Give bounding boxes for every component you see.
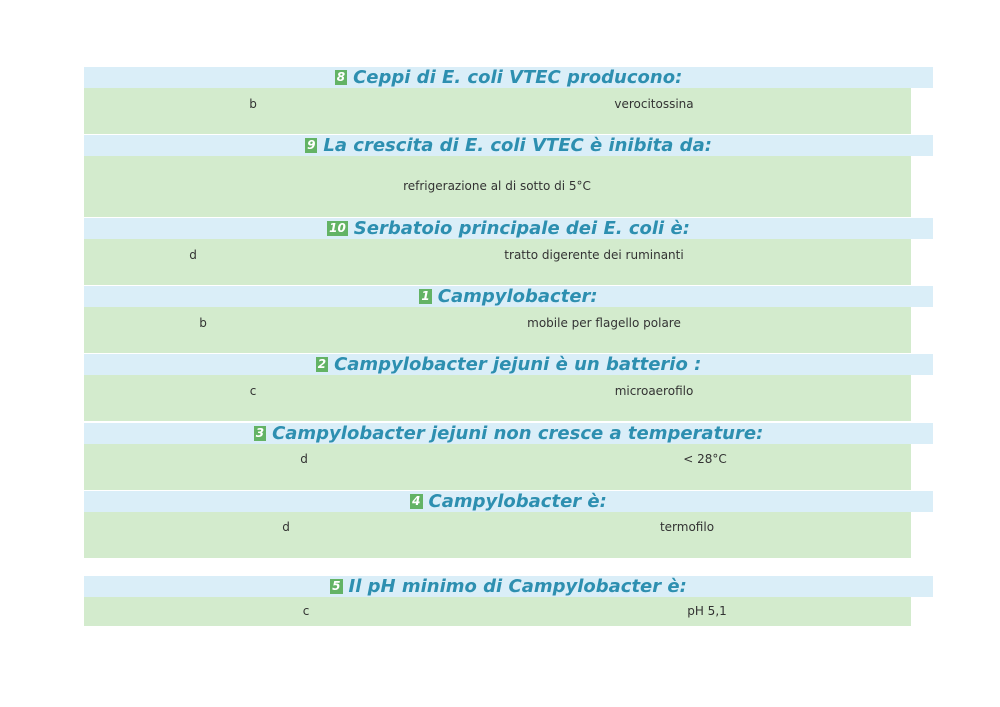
question-text: Campylobacter jejuni non cresce a temperature: <box>272 423 764 444</box>
answer-row-4 <box>84 512 911 558</box>
question-header-4 <box>84 491 933 512</box>
question-text: Il pH minimo di Campylobacter è: <box>348 576 687 597</box>
question-number-badge: 8 <box>336 70 346 84</box>
choice-letter: c <box>302 604 310 618</box>
choice-letter: b <box>199 316 207 330</box>
answer-row-3 <box>84 444 911 490</box>
question-header-10 <box>84 218 933 239</box>
question-number-badge: 2 <box>317 357 327 371</box>
answer-row-9 <box>84 156 911 217</box>
question-header-8 <box>84 67 933 88</box>
answer-text: refrigerazione al di sotto di 5°C <box>403 179 591 193</box>
answer-row-8 <box>84 88 911 134</box>
answer-text: microaerofilo <box>614 384 694 398</box>
question-header-3 <box>84 423 933 444</box>
question-header-1 <box>84 286 933 307</box>
choice-letter: b <box>249 97 257 111</box>
answer-text: < 28°C <box>683 452 727 466</box>
question-text: Serbatoio principale dei E. coli è: <box>353 218 690 239</box>
question-number-badge: 1 <box>421 289 430 303</box>
question-text: La crescita di E. coli VTEC è inibita da: <box>323 135 712 156</box>
question-text: Campylobacter è: <box>428 491 607 512</box>
answer-row-10 <box>84 239 911 285</box>
choice-letter: d <box>300 452 308 466</box>
answer-text: verocitossina <box>614 97 694 111</box>
question-text: Campylobacter: <box>437 286 598 307</box>
answer-text: pH 5,1 <box>687 604 727 618</box>
answer-row-2 <box>84 375 911 421</box>
answer-text: termofilo <box>659 520 715 534</box>
question-number-badge: 5 <box>332 579 341 593</box>
question-header-5 <box>84 576 933 597</box>
question-text: Ceppi di E. coli VTEC producono: <box>353 67 683 88</box>
question-number-badge: 10 <box>329 221 346 235</box>
choice-letter: d <box>282 520 290 534</box>
question-number-badge: 9 <box>307 138 316 152</box>
answer-text: tratto digerente dei ruminanti <box>504 248 684 262</box>
answer-row-5 <box>84 597 911 626</box>
question-number-badge: 4 <box>412 494 421 508</box>
question-number-badge: 3 <box>255 426 265 440</box>
question-header-2 <box>84 354 933 375</box>
answer-row-1 <box>84 307 911 353</box>
answer-text: mobile per flagello polare <box>527 316 681 330</box>
question-text: Campylobacter jejuni è un batterio : <box>334 354 702 375</box>
choice-letter: c <box>249 384 257 398</box>
question-header-9 <box>84 135 933 156</box>
choice-letter: d <box>189 248 197 262</box>
